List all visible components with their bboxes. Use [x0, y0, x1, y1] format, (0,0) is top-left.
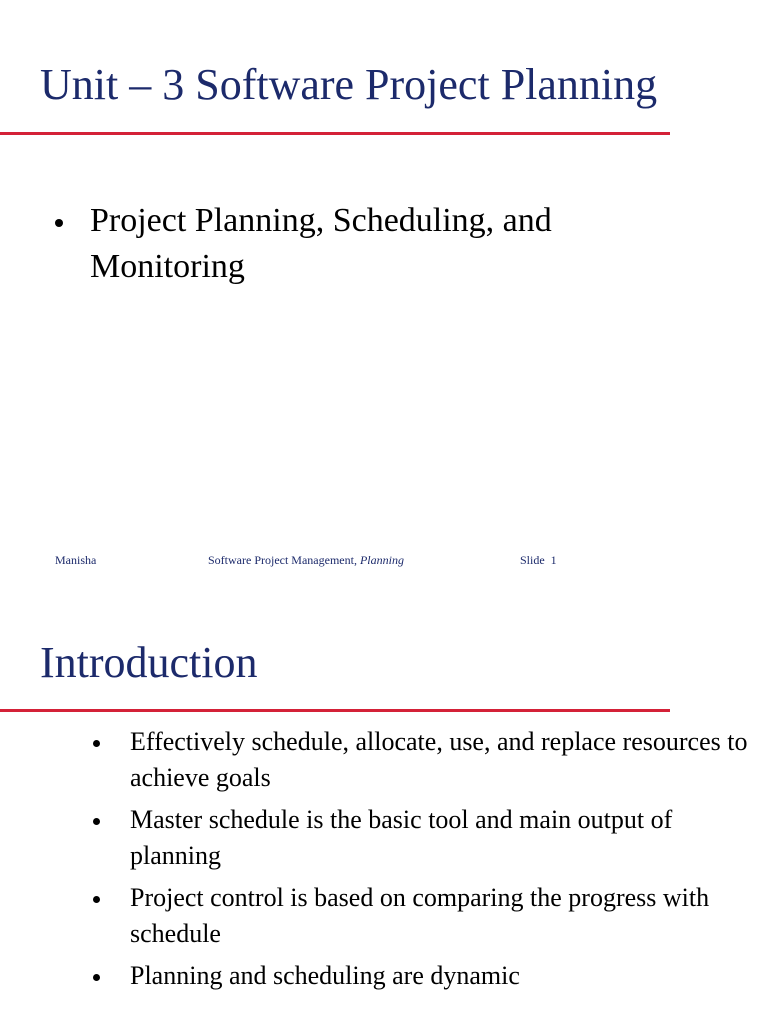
bullet-dot-icon: [55, 219, 63, 227]
bullet-list: [90, 198, 690, 290]
slide-2: [0, 600, 768, 1024]
slide-title: Introduction: [40, 638, 258, 687]
bullet-item: [130, 958, 750, 994]
bullet-text: Project control is based on comparing the progress with schedule: [130, 883, 710, 948]
title-divider: [0, 132, 670, 135]
bullet-dot-icon: [93, 818, 100, 825]
footer-course: [208, 552, 404, 568]
bullet-text: Planning and scheduling are dynamic: [130, 961, 520, 990]
bullet-list: [130, 724, 750, 1000]
bullet-dot-icon: [93, 974, 100, 981]
slide-title: Unit – 3 Software Project Planning: [40, 60, 658, 109]
bullet-item: [90, 198, 690, 290]
bullet-dot-icon: [93, 896, 100, 903]
bullet-item: [130, 724, 750, 796]
bullet-text: Project Planning, Scheduling, and Monitoring: [90, 202, 552, 285]
bullet-item: [130, 802, 750, 874]
title-divider: [0, 709, 670, 712]
footer-topic: Planning: [359, 553, 404, 567]
footer-slide-number: [520, 552, 557, 568]
footer-course-name: Software Project Management,: [208, 553, 357, 567]
bullet-text: Effectively schedule, allocate, use, and replace resources to achieve goals: [130, 727, 748, 792]
bullet-item: [130, 880, 750, 952]
footer-slide-value: 1: [550, 553, 557, 567]
footer-slide-label: Slide: [520, 553, 545, 567]
bullet-text: Master schedule is the basic tool and main output of planning: [130, 805, 673, 870]
bullet-dot-icon: [93, 740, 100, 747]
footer-author: Manisha: [55, 553, 97, 567]
